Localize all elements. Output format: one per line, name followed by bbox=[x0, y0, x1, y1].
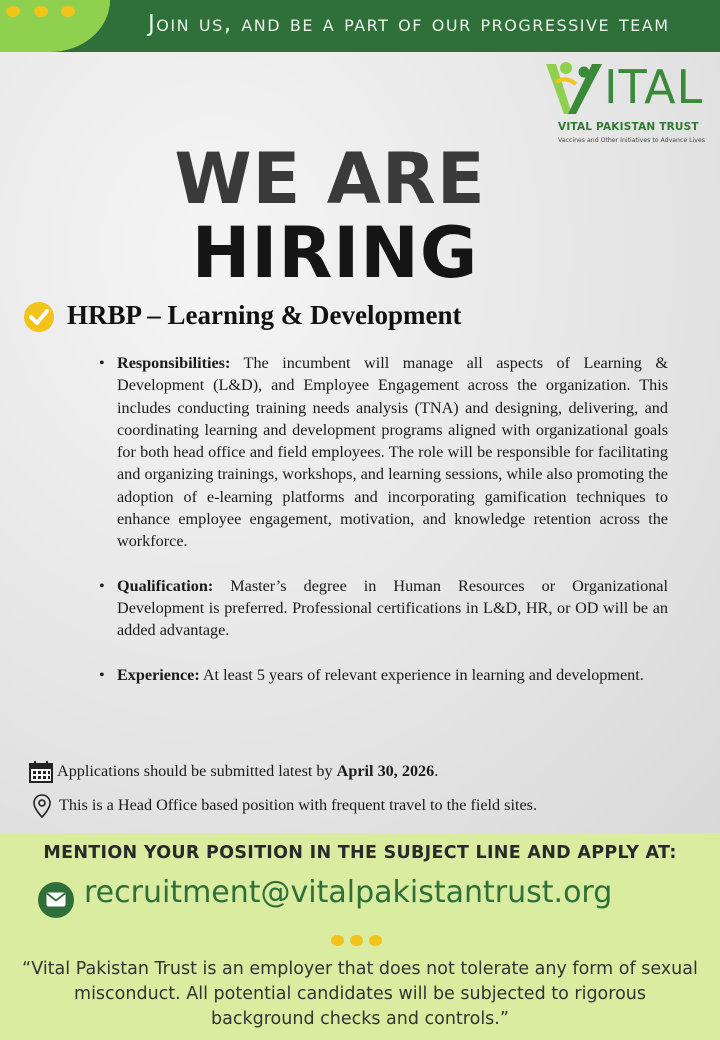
location-text: This is a Head Office based position with frequent travel to the field sites. bbox=[59, 796, 538, 814]
section-label: Qualification: bbox=[117, 576, 214, 595]
job-details-list bbox=[99, 352, 668, 686]
check-icon bbox=[24, 302, 54, 332]
deadline-date: April 30, 2026 bbox=[336, 762, 435, 780]
section-text: The incumbent will manage all aspects of Learning & Development (L&D), and Employee Engagement across the organization. This includes conducting training needs analysis (TNA) and designing, delivering, and coordinating learning and development programs aligned with organizational goals for both head office and field employees. The role will be responsible for facilitating and organizing trainings, workshops, and learning sessions, while also promoting the adoption of e-learning platforms and incorporating gamification techniques to enhance employee engagement, motivation, and knowledge retention across the workforce. bbox=[117, 354, 668, 551]
vital-v-mark-icon bbox=[542, 56, 606, 118]
email-link[interactable]: recruitment@vitalpakistantrust.org bbox=[84, 875, 613, 910]
headline-line1: WE ARE bbox=[174, 138, 486, 220]
job-title: HRBP – Learning & Development bbox=[67, 300, 462, 330]
location-pin-icon bbox=[33, 794, 51, 818]
banner-leaf-shape bbox=[0, 0, 110, 52]
list-item-qualification bbox=[99, 575, 668, 642]
dot-icon bbox=[331, 935, 344, 946]
dot-icon bbox=[6, 6, 20, 17]
deadline-prefix: Applications should be submitted latest by bbox=[57, 762, 337, 780]
conduct-notice: “Vital Pakistan Trust is an employer that does not tolerate any form of sexual misconduct. All potential candidates will be subjected to rigorous background checks and controls.” bbox=[22, 959, 698, 1029]
dot-icon bbox=[61, 6, 75, 17]
section-label: Responsibilities: bbox=[117, 354, 231, 372]
headline-line2: HIRING bbox=[191, 212, 479, 294]
calendar-icon bbox=[29, 761, 53, 783]
section-label: Experience: bbox=[117, 665, 200, 684]
apply-section bbox=[0, 833, 720, 1040]
section-text: Master’s degree in Human Resources or Organizational Development is preferred. Professional certifications in L&D, HR, or OD will be an added advantage. bbox=[117, 576, 668, 640]
list-item-experience bbox=[99, 664, 668, 686]
dot-icon bbox=[350, 935, 363, 946]
divider-dots bbox=[331, 933, 388, 951]
logo-org-name: VITAL PAKISTAN TRUST bbox=[558, 121, 699, 133]
apply-instruction: MENTION YOUR POSITION IN THE SUBJECT LINE AND APPLY AT: bbox=[43, 843, 677, 863]
dot-icon bbox=[369, 935, 382, 946]
logo-org-subtitle: Vaccines and Other Initiatives to Advance Lives bbox=[558, 137, 705, 144]
deadline-suffix: . bbox=[434, 762, 439, 780]
logo-wordmark: ITAL bbox=[604, 60, 704, 114]
list-item-responsibilities bbox=[99, 352, 668, 553]
banner-tagline: Join us, and be a part of our progressive team bbox=[148, 11, 670, 37]
top-banner bbox=[0, 0, 720, 52]
section-text: At least 5 years of relevant experience in learning and development. bbox=[199, 665, 644, 684]
dot-icon bbox=[34, 6, 48, 17]
mail-icon bbox=[38, 882, 74, 918]
